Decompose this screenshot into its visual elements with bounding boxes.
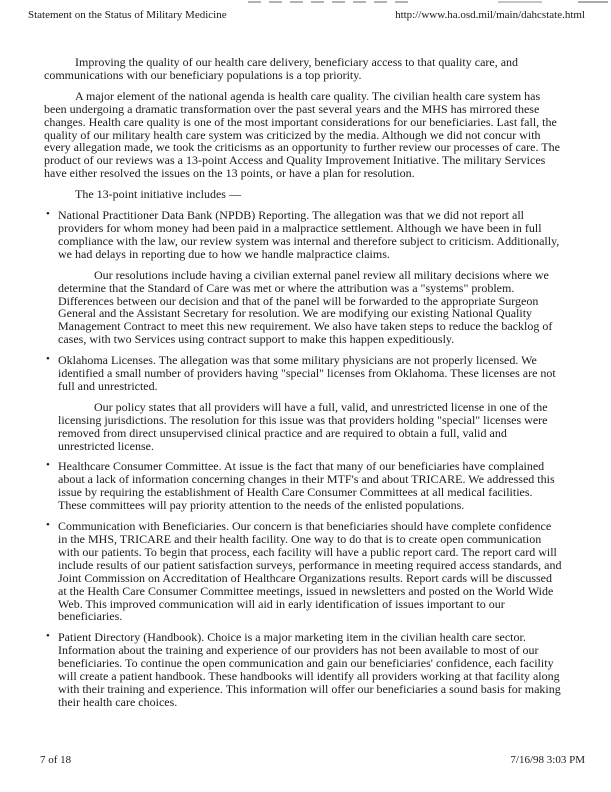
bullet-icon: • [46,519,50,532]
bullet-item-npdb-reporting [44,209,563,346]
bullet-subparagraph: Our resolutions include having a civilian external panel review all military decisions where we determine that the Standard of Care was met or where the attribution was a "systems" problem. Differences between our decision and that of the panel will be forwarded to the appropriate Surgeon General and the Assistant Secretary for resolution. We are modifying our existing National Quality Management Contract to meet this new requirement. We also have taken steps to reduce the backlog of cases, with two Services using contract support to make this happen expeditiously. [58,267,553,347]
document-title: Statement on the Status of Military Medicine [28,9,227,21]
bullet-icon: • [46,353,50,366]
document-body [44,56,563,717]
scan-artifact-segment [578,1,608,3]
document-url: http://www.ha.osd.mil/main/dahcstate.html [395,9,585,21]
bullet-icon: • [46,630,50,643]
scan-artifact-segment [498,1,542,3]
page-header [28,9,585,22]
paragraph-quality-priority: Improving the quality of our health care delivery, beneficiary access to that quality care, and communications with our beneficiary populations is a top priority. [44,55,519,82]
bullet-item-healthcare-consumer-committee [44,460,563,512]
page-footer [40,754,585,767]
bullet-item-communication-with-beneficiaries [44,520,563,623]
page-number: 7 of 18 [40,754,72,766]
bullet-text: Communication with Beneficiaries. Our concern is that beneficiaries should have complete confidence in the MHS, TRICARE and their health facility. One way to do that is to create open communication with our patients. To begin that process, each facility will have a public report card. The report card will include results of our patient satisfaction surveys, performance in meeting required access standards, and Joint Commission on Accreditation of Healthcare Organizations results. Report cards will be discussed at the Health Care Consumer Committee meetings, issued in newsletters and posted on the World Wide Web. This improved communication will aid in early identification of issues important to our beneficiaries. [58,519,562,624]
initiative-bullet-list [44,209,563,709]
bullet-subparagraph: Our policy states that all providers will have a full, valid, and unrestricted license in one of the licensing jurisdictions. The resolution for this issue was that providers holding "special" licenses were removed from direct unsupervised clinical practice and are required to obtain a full, valid and unrestricted license. [58,399,548,453]
bullet-item-patient-directory-handbook [44,631,563,708]
bullet-text: Healthcare Consumer Committee. At issue is the fact that many of our beneficiaries have complained about a lack of information concerning changes in their MTF's and about TRICARE. We addressed this issue by requiring the establishment of Health Care Consumer Committees at all medical facilities. These committees will pay priority attention to the needs of the enlisted populations. [58,459,555,513]
scan-artifact-dashes [248,1,416,3]
lead-in-line: The 13-point initiative includes — [75,187,241,202]
paragraph-national-agenda: A major element of the national agenda is health care quality. The civilian health care system has been undergoing a dramatic transformation over the past several years and the MHS has mirrored these changes. Health care quality is one of the most important considerations for our beneficiaries. Last fall, the quality of our military health care system was criticized by the media. Although we did not concur with every allegation made, we took the criticisms as an opportunity to further review our processes of care. The product of our reviews was a 13-point Access and Quality Improvement Initiative. The military Services have either resolved the issues on the 13 points, or have a plan for resolution. [44,88,560,181]
print-timestamp: 7/16/98 3:03 PM [510,754,585,766]
bullet-text: National Practitioner Data Bank (NPDB) Reporting. The allegation was that we did not report all providers for whom money had been paid in a malpractice settlement. Although we have been in full compliance with the law, our review system was internal and therefore subject to criticism. Additionally, we had delays in reporting due to how we handle malpractice claims. [58,208,560,261]
bullet-icon: • [46,208,50,221]
bullet-text: Patient Directory (Handbook). Choice is a major marketing item in the civilian health care sector. Information about the training and experience of our providers has not been available to most of our beneficiaries. To continue the open communication and gain our beneficiaries' confidence, each facility will create a patient handbook. These handbooks will identify all providers working at that facility along with their training and experience. This information will offer our beneficiaries a sound basis for making their health care choices. [58,630,561,709]
bullet-item-oklahoma-licenses [44,354,563,452]
bullet-icon: • [46,459,50,472]
bullet-text: Oklahoma Licenses. The allegation was that some military physicians are not properly licensed. We identified a small number of providers having "special" licenses from Oklahoma. These licenses are not full and unrestricted. [58,353,556,393]
